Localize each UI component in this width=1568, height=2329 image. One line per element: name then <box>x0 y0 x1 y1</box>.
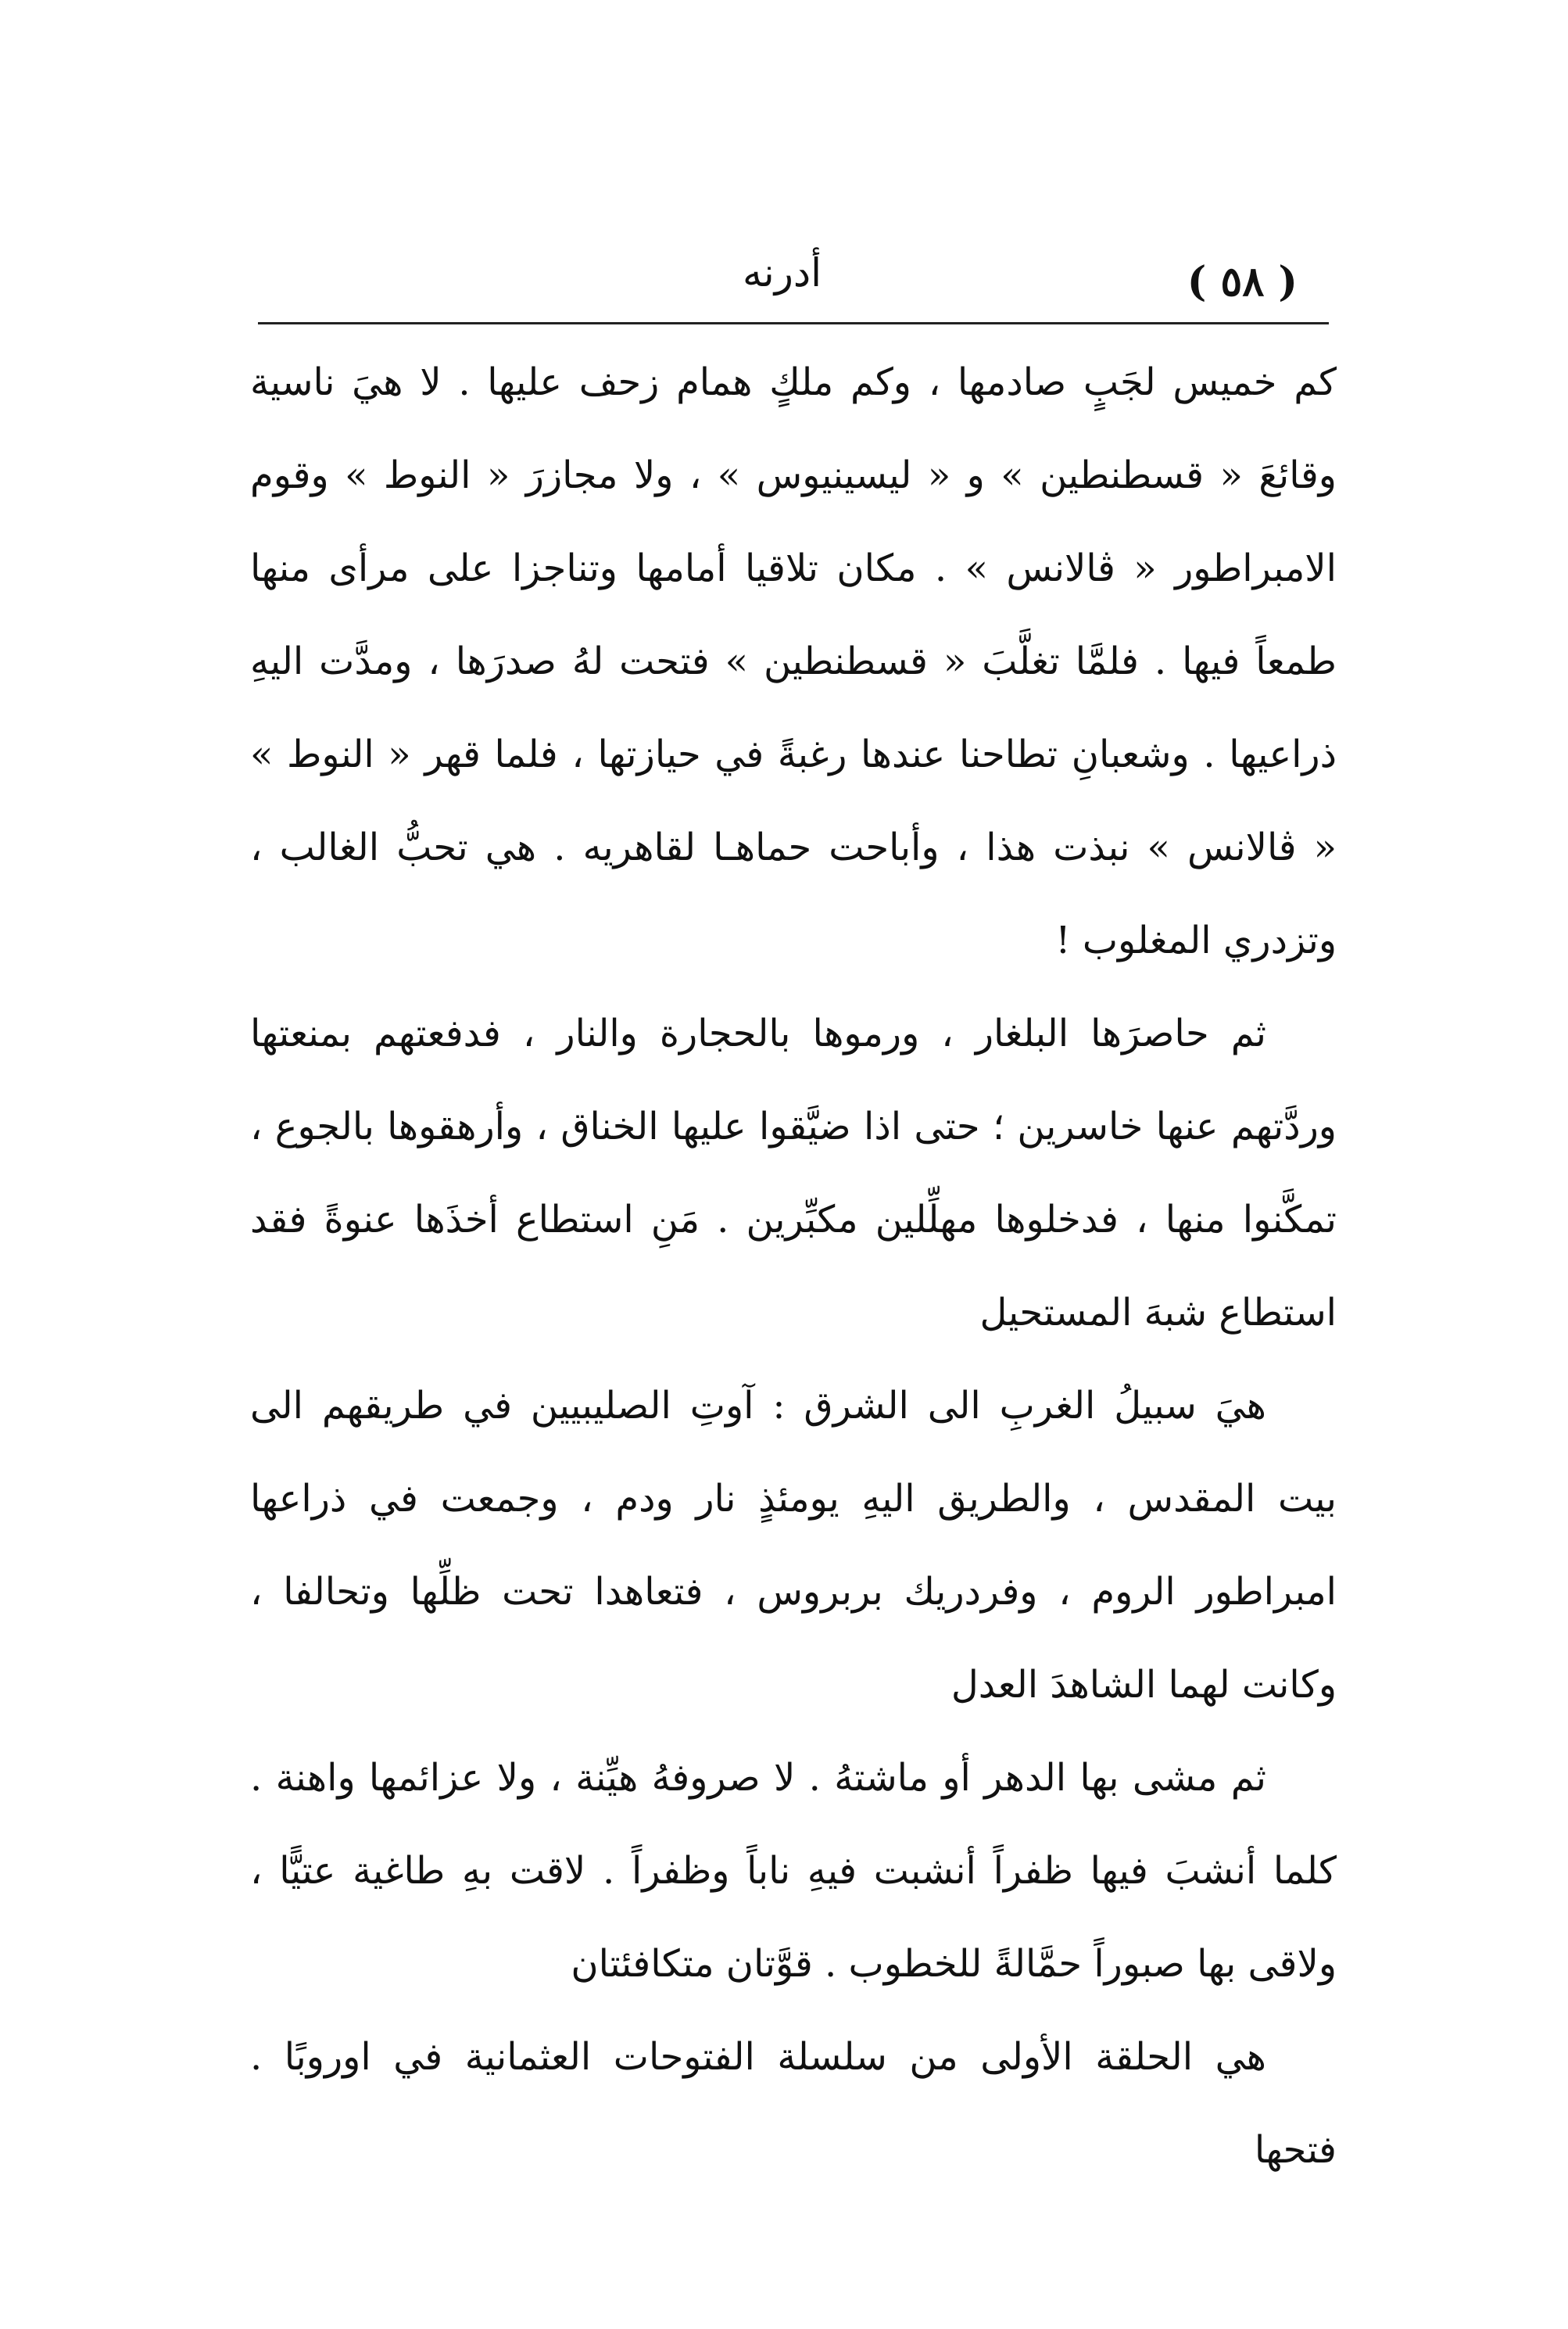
paragraph-5: هي الحلقة الأولى من سلسلة الفتوحات العثمانية في اوروبًا . فتحها <box>250 2035 1337 2172</box>
body-text <box>250 336 1337 2197</box>
page-number: ( ٥٨ ) <box>1187 258 1298 306</box>
paragraph-2: ثم حاصرَها البلغار ، ورموها بالحجارة والنار ، فدفعتهم بمنعتها وردَّتهم عنها خاسرين ؛ حتى اذا ضيَّقوا عليها الخناق ، وأرهقوها بالجوع ، تمكَّنوا منها ، فدخلوها مهلِّلين مكبِّرين . مَنِ استطاع أخذَها عنوةً فقد استطاع شبهَ المستحيل <box>250 1012 1337 1335</box>
paragraph-4: ثم مشى بها الدهر أو ماشتهُ . لا صروفهُ هيِّنة ، ولا عزائمها واهنة . كلما أنشبَ فيها ظفراً أنشبت فيهِ ناباً وظفراً . لاقت بهِ طاغية عتيًّا ، ولاقى بها صبوراً حمَّالةً للخطوب . قوَّتان متكافئتان <box>250 1756 1337 1986</box>
page-header <box>258 242 1329 321</box>
header-divider <box>258 322 1329 324</box>
paragraph-1: كم خميس لجَبٍ صادمها ، وكم ملكٍ همام زحف عليها . لا هيَ ناسية وقائعَ « قسطنطين » و « ليسينيوس » ، ولا مجازرَ « النوط » وقوم الامبراطور « ڤالانس » . مكان تلاقيا أمامها وتناجزا على مرأى منها طمعاً فيها . فلمَّا تغلَّبَ « قسطنطين » فتحت لهُ صدرَها ، ومدَّت اليهِ ذراعيها . وشعبانِ تطاحنا عندها رغبةً في حيازتها ، فلما قهر « النوط » « ڤالانس » نبذت هذا ، وأباحت حماهـا لقاهريه . هي تحبُّ الغالب ، وتزدري المغلوب ! <box>250 360 1337 962</box>
running-title: أدرنه <box>743 250 822 296</box>
paragraph-3: هيَ سبيلُ الغربِ الى الشرق : آوتِ الصليبيين في طريقهم الى بيت المقدس ، والطريق اليهِ يومئذٍ نار ودم ، وجمعت في ذراعها امبراطور الروم ، وفردريك بربروس ، فتعاهدا تحت ظلِّها وتحالفا ، وكانت لهما الشاهدَ العدل <box>250 1384 1337 1707</box>
